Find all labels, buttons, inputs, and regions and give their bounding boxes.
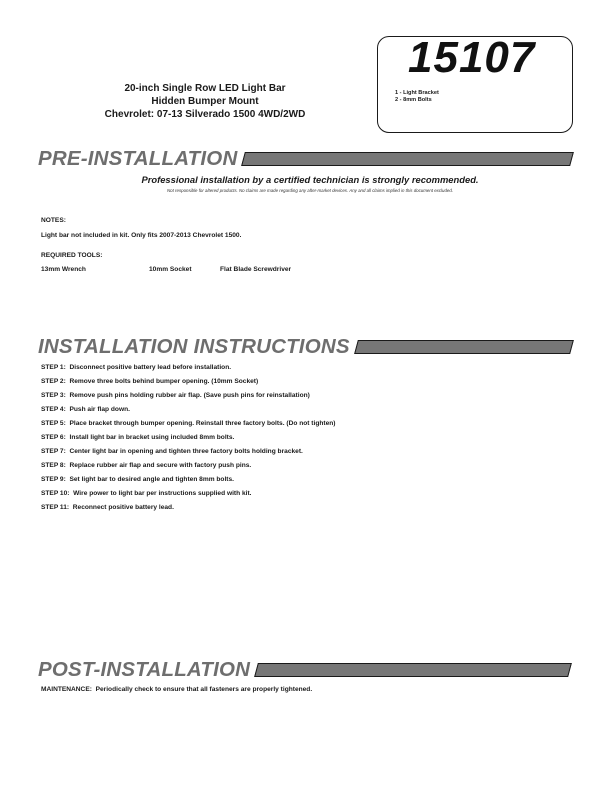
kit-contents-item: 2 - 8mm Bolts (395, 97, 432, 103)
step-text: Place bracket through bumper opening. Reinstall three factory bolts. (Do not tighten) (69, 420, 336, 427)
step-row (41, 378, 581, 392)
part-number: 15107 (408, 33, 536, 82)
product-title-line-3: Chevrolet: 07-13 Silverado 1500 4WD/2WD (104, 109, 306, 120)
recommendation-text: Professional installation by a certified technician is strongly recommended. (141, 174, 479, 185)
maintenance-note (41, 686, 312, 693)
step-label: STEP 11: (41, 504, 70, 511)
step-text: Reconnect positive battery lead. (72, 504, 174, 511)
section-heading-text: PRE-INSTALLATION (38, 147, 238, 170)
tool-item: 10mm Socket (149, 266, 192, 273)
step-label: STEP 2: (41, 378, 66, 385)
section-heading-bar (354, 340, 574, 354)
step-label: STEP 10: (41, 490, 70, 497)
required-tools-label: REQUIRED TOOLS: (41, 252, 103, 259)
step-row (41, 434, 581, 448)
maintenance-label: MAINTENANCE: (41, 686, 92, 693)
step-row (41, 476, 581, 490)
installation-heading (38, 334, 576, 360)
step-text: Remove three bolts behind bumper opening. (10mm Socket) (69, 378, 259, 385)
step-label: STEP 4: (41, 406, 66, 413)
step-text: Push air flap down. (69, 406, 130, 413)
notes-label: NOTES: (41, 217, 66, 224)
step-text: Install light bar in bracket using included 8mm bolts. (69, 434, 235, 441)
step-row (41, 462, 581, 476)
step-label: STEP 7: (41, 448, 66, 455)
step-label: STEP 5: (41, 420, 66, 427)
section-heading-text: POST-INSTALLATION (38, 658, 251, 681)
step-row (41, 392, 581, 406)
step-row (41, 406, 581, 420)
step-text: Wire power to light bar per instructions supplied with kit. (73, 490, 252, 497)
step-label: STEP 1: (41, 364, 66, 371)
product-title (60, 82, 350, 121)
step-text: Replace rubber air flap and secure with factory push pins. (69, 462, 252, 469)
step-text: Set light bar to desired angle and tighten 8mm bolts. (69, 476, 234, 483)
post-installation-heading (38, 657, 574, 683)
step-row (41, 490, 581, 504)
kit-contents-item: 1 - Light Bracket (395, 90, 439, 96)
tool-item: Flat Blade Screwdriver (220, 266, 292, 273)
product-title-line-1: 20-inch Single Row LED Light Bar (124, 83, 286, 94)
kit-contents (395, 90, 439, 104)
step-text: Remove push pins holding rubber air flap. (Save push pins for reinstallation) (69, 392, 310, 399)
step-row (41, 504, 581, 518)
step-text: Disconnect positive battery lead before installation. (69, 364, 232, 371)
step-label: STEP 6: (41, 434, 66, 441)
maintenance-text: Periodically check to ensure that all fasteners are properly tightened. (95, 686, 313, 693)
step-text: Center light bar in opening and tighten three factory bolts holding bracket. (69, 448, 303, 455)
step-row (41, 420, 581, 434)
installation-steps (41, 364, 581, 518)
section-heading-text: INSTALLATION INSTRUCTIONS (38, 335, 350, 358)
section-heading-bar (242, 152, 574, 166)
part-number-box (377, 33, 573, 133)
notes-text: Light bar not included in kit. Only fits 2007-2013 Chevrolet 1500. (41, 232, 242, 239)
step-row (41, 448, 581, 462)
product-title-line-2: Hidden Bumper Mount (151, 96, 259, 107)
step-row (41, 364, 581, 378)
section-heading-bar (254, 663, 572, 677)
step-label: STEP 8: (41, 462, 66, 469)
pre-installation-heading (38, 146, 576, 172)
step-label: STEP 3: (41, 392, 66, 399)
tool-item: 13mm Wrench (41, 266, 86, 273)
step-label: STEP 9: (41, 476, 66, 483)
disclaimer-text: Not responsible for altered products. No claims are made regarding any after-market devices. Any and all claims implied in this document excluded. (166, 188, 454, 193)
